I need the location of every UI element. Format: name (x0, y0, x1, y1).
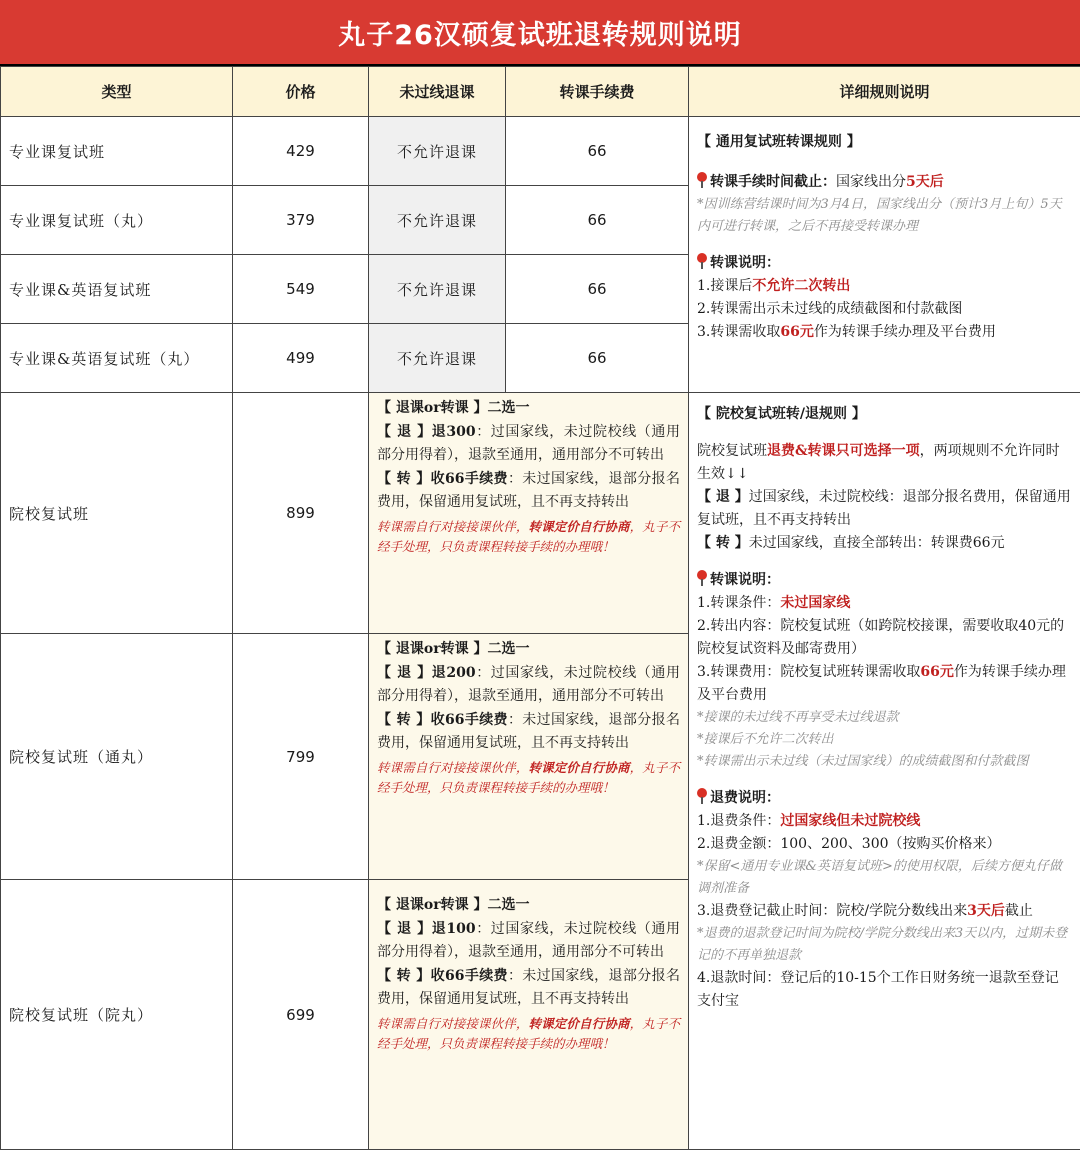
choice-cell (369, 880, 689, 1150)
choice-zhuan-rest: ：未过国家线，退部分报名费用，保留通用复试班，且不再支持转出 (377, 471, 680, 511)
pin-icon (697, 788, 707, 804)
refund-cell: 不允许退课 (369, 186, 506, 255)
note-part-2: ，丸子不经手处理，只负责课程转接手续的办理哦！ (377, 1016, 680, 1051)
school-tui-text: 过国家线，未过院校线：退部分报名费用，保留通用复试班，且不再支持转出 (697, 489, 1071, 528)
header-price: 价格 (233, 67, 369, 117)
header-detail: 详细规则说明 (689, 67, 1080, 117)
choice-cell (369, 634, 689, 880)
choice-zhuan-label: 【 转 】收66手续费 (377, 471, 508, 487)
choice-tui-label: 【 退 】 (377, 424, 432, 440)
fee-cell: 66 (506, 186, 689, 255)
choice-zhuan-label: 【 转 】收66手续费 (377, 712, 508, 728)
note-part-1: 转课需自行对接接课伙伴， (377, 760, 529, 775)
note-bold: 转课定价自行协商 (529, 1016, 630, 1031)
choice-tui-label: 【 退 】 (377, 665, 432, 681)
choice-note (377, 758, 680, 798)
school-explain-label: 转课说明： (710, 572, 780, 588)
table-row (1, 117, 1080, 186)
price-cell: 899 (233, 393, 369, 634)
school-heading: 【 院校复试班转/退规则 】 (697, 403, 1072, 426)
choice-head: 【 退课or转课 】二选一 (377, 641, 529, 657)
c3-red: 66元 (920, 664, 953, 680)
note-part-1: 转课需自行对接接课伙伴， (377, 1016, 529, 1031)
choice-tui-rest: ：过国家线，未过院校线（通用部分用得着），退款至通用，通用部分不可转出 (377, 921, 680, 961)
type-cell: 院校复试班（院丸） (1, 880, 233, 1150)
price-cell: 429 (233, 117, 369, 186)
note-part-2: ，丸子不经手处理，只负责课程转接手续的办理哦！ (377, 760, 680, 795)
r1-text: 1.退费条件： (697, 813, 780, 829)
choice-zhuan-rest: ：未过国家线，退部分报名费用，保留通用复试班，且不再支持转出 (377, 968, 680, 1008)
intro-red: 退费&转课只可选择一项 (767, 443, 920, 459)
c3-text: 3.转课费用：院校复试班转课需收取 (697, 664, 920, 680)
r3-rest: 截止 (1005, 903, 1033, 919)
choice-tui-amount: 退300 (432, 424, 476, 440)
fee-cell: 66 (506, 117, 689, 186)
pin-icon (697, 570, 707, 586)
item-1-text: 1.接课后 (697, 278, 752, 294)
choice-note (377, 1014, 680, 1054)
note-part-1: 转课需自行对接接课伙伴， (377, 519, 529, 534)
r4-text: 4.退款时间：登记后的10-15个工作日财务统一退款至登记支付宝 (697, 967, 1072, 1013)
type-cell: 院校复试班（通丸） (1, 634, 233, 880)
type-cell: 专业课复试班 (1, 117, 233, 186)
school-tui-label: 【 退 】 (697, 489, 749, 505)
page-title: 丸子26汉硕复试班退转规则说明 (338, 13, 742, 52)
pin-icon (697, 172, 707, 188)
header-type: 类型 (1, 67, 233, 117)
r3-red: 3天后 (967, 903, 1005, 919)
c3-rest: 作为转课手续办理及平台费用 (697, 664, 1066, 703)
price-cell: 499 (233, 324, 369, 393)
header-row (1, 67, 1080, 117)
refund-label: 退费说明： (710, 790, 780, 806)
r1-red: 过国家线但未过院校线 (780, 813, 920, 829)
choice-zhuan-rest: ：未过国家线，退部分报名费用，保留通用复试班，且不再支持转出 (377, 712, 680, 752)
price-cell: 699 (233, 880, 369, 1150)
item-3-text: 3.转课需收取 (697, 324, 780, 340)
header-fee: 转课手续费 (506, 67, 689, 117)
general-rules-cell (689, 117, 1080, 393)
r3-text: 3.退费登记截止时间：院校/学院分数线出来 (697, 903, 967, 919)
pin-icon (697, 253, 707, 269)
table-row (1, 393, 1080, 634)
item-1-red: 不允许二次转出 (752, 278, 850, 294)
type-cell: 专业课&英语复试班（丸） (1, 324, 233, 393)
choice-note (377, 517, 680, 557)
rules-table (0, 66, 1080, 1150)
choice-head: 【 退课or转课 】二选一 (377, 897, 529, 913)
school-rules-cell (689, 393, 1080, 1150)
c1-red: 未过国家线 (780, 595, 850, 611)
item-2-text: 2.转课需出示未过线的成绩截图和付款截图 (697, 298, 1072, 321)
intro-a: 院校复试班 (697, 443, 767, 459)
r2-text: 2.退费金额：100、200、300（按购买价格来） (697, 833, 1072, 856)
choice-tui-label: 【 退 】 (377, 921, 432, 937)
note-bold: 转课定价自行协商 (529, 519, 630, 534)
r2-note: *保留<通用专业课&英语复试班>的使用权限，后续方便丸仔做调剂准备 (697, 856, 1072, 900)
refund-cell: 不允许退课 (369, 117, 506, 186)
r3-note: *退费的退款登记时间为院校/学院分数线出来3天以内，过期未登记的不再单独退款 (697, 923, 1072, 967)
choice-cell (369, 393, 689, 634)
type-cell: 院校复试班 (1, 393, 233, 634)
school-zhuan-text: 未过国家线，直接全部转出：转课费66元 (749, 535, 1005, 551)
note-1: *接课的未过线不再享受未过线退款 (697, 707, 1072, 729)
deadline-note: *因训练营结课时间为3月4日，国家线出分（预计3月上旬）5天内可进行转课，之后不再接受转课办理 (697, 194, 1072, 238)
fee-cell: 66 (506, 324, 689, 393)
choice-head: 【 退课or转课 】二选一 (377, 400, 529, 416)
fee-cell: 66 (506, 255, 689, 324)
choice-tui-rest: ：过国家线，未过院校线（通用部分用得着），退款至通用，通用部分不可转出 (377, 665, 680, 705)
deadline-label: 转课手续时间截止： (710, 174, 836, 190)
title-bar (0, 0, 1080, 66)
choice-tui-amount: 退100 (432, 921, 476, 937)
item-3-red: 66元 (780, 324, 813, 340)
header-refund: 未过线退课 (369, 67, 506, 117)
price-cell: 799 (233, 634, 369, 880)
item-3-rest: 作为转课手续办理及平台费用 (814, 324, 996, 340)
note-bold: 转课定价自行协商 (529, 760, 630, 775)
choice-zhuan-label: 【 转 】收66手续费 (377, 968, 508, 984)
price-cell: 379 (233, 186, 369, 255)
note-2: *接课后不允许二次转出 (697, 729, 1072, 751)
school-zhuan-label: 【 转 】 (697, 535, 749, 551)
refund-cell: 不允许退课 (369, 324, 506, 393)
type-cell: 专业课&英语复试班 (1, 255, 233, 324)
c1-text: 1.转课条件： (697, 595, 780, 611)
note-part-2: ，丸子不经手处理，只负责课程转接手续的办理哦！ (377, 519, 680, 554)
choice-tui-rest: ：过国家线，未过院校线（通用部分用得着），退款至通用，通用部分不可转出 (377, 424, 680, 464)
general-heading: 【 通用复试班转课规则 】 (697, 131, 1072, 154)
deadline-red: 5天后 (906, 174, 944, 190)
c2-text: 2.转出内容：院校复试班（如跨院校接课，需要收取40元的院校复试资料及邮寄费用） (697, 615, 1072, 661)
explain-label: 转课说明： (710, 255, 780, 271)
choice-tui-amount: 退200 (432, 665, 476, 681)
type-cell: 专业课复试班（丸） (1, 186, 233, 255)
deadline-text: 国家线出分 (836, 174, 906, 190)
note-3: *转课需出示未过线（未过国家线）的成绩截图和付款截图 (697, 751, 1072, 773)
price-cell: 549 (233, 255, 369, 324)
intro-b: ，两项规则不允许同时生效↓↓ (697, 443, 1060, 482)
refund-cell: 不允许退课 (369, 255, 506, 324)
